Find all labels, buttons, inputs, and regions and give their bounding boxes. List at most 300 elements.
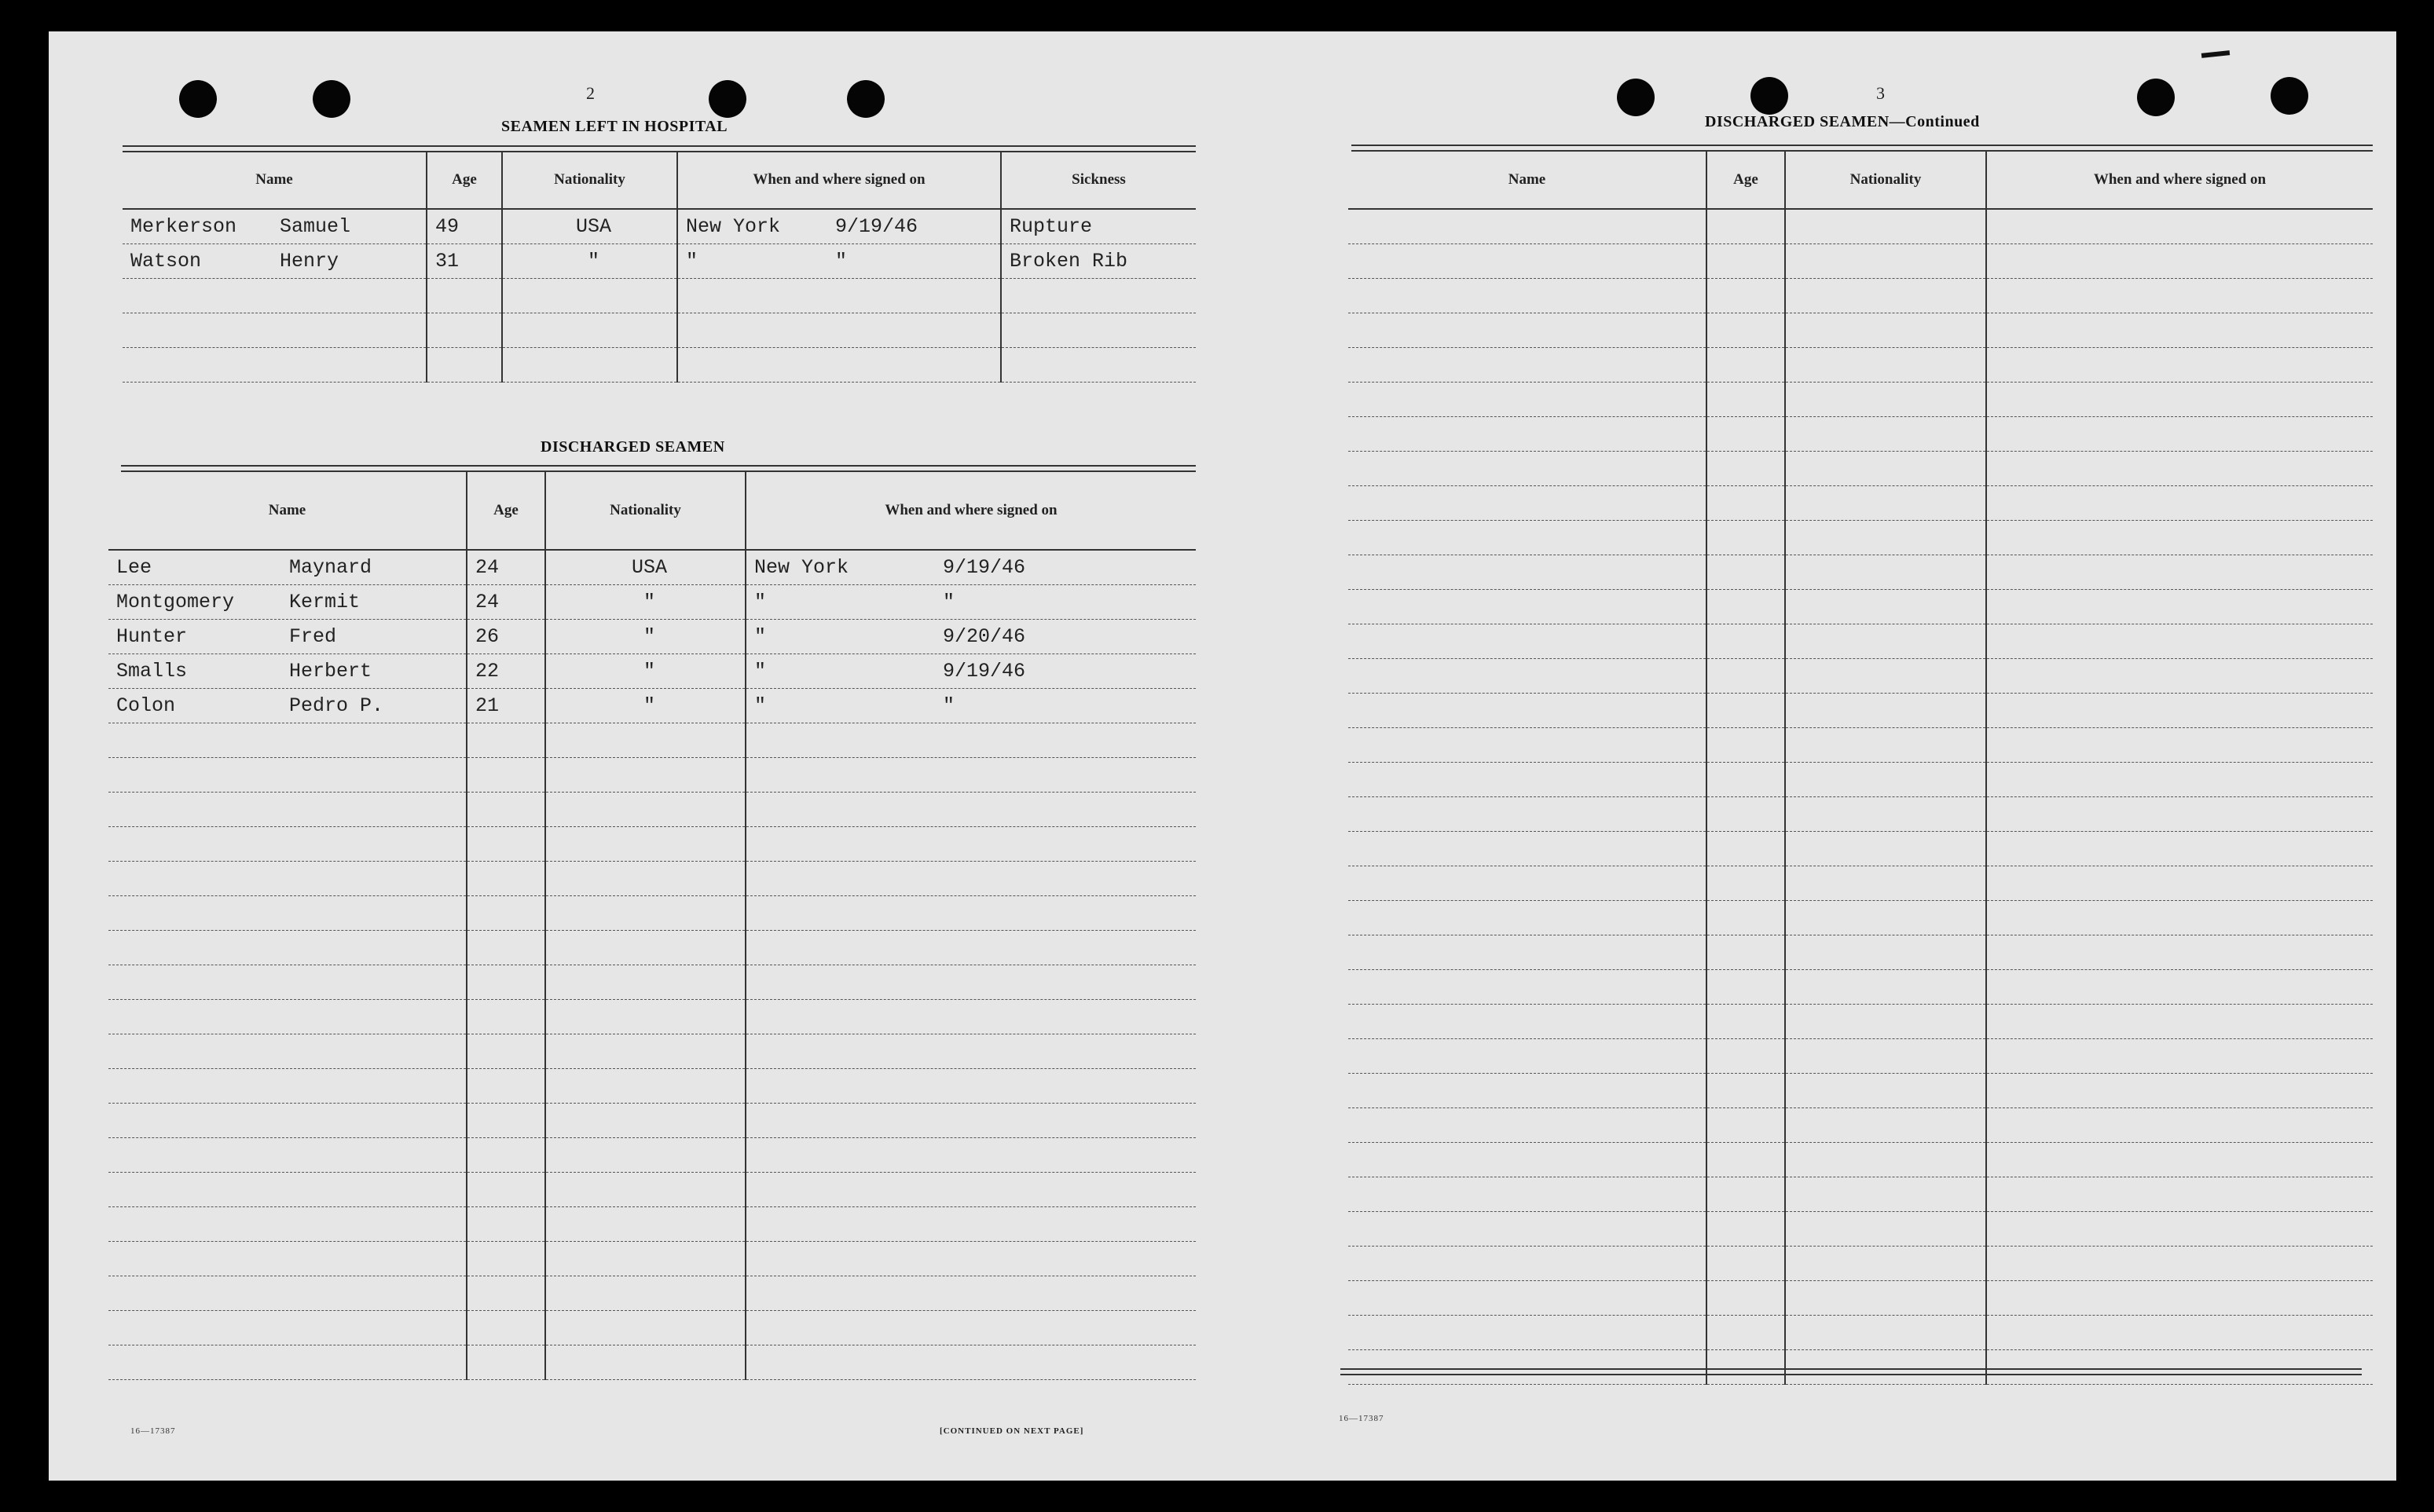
hospital-section-title: SEAMEN LEFT IN HOSPITAL: [501, 118, 728, 135]
punch-hole: [2271, 77, 2308, 115]
table-row: [123, 278, 1196, 313]
cell-name: [108, 999, 467, 1034]
cell-name: [1348, 1280, 1706, 1315]
cell-name: [1348, 243, 1706, 278]
table-row: [1348, 1315, 2373, 1349]
cell-signed-on: [677, 209, 1001, 243]
cell-signed-on: [1986, 1107, 2373, 1142]
value-nationality: ": [643, 624, 655, 648]
value-place: ": [754, 624, 767, 648]
cell-signed-on: [746, 757, 1196, 792]
cell-signed-on: [746, 619, 1196, 653]
cell-nationality: [1785, 935, 1986, 969]
table-row: [108, 584, 1196, 619]
cell-signed-on: [1986, 589, 2373, 624]
value-age: 24: [475, 590, 500, 613]
cell-signed-on: [1986, 347, 2373, 382]
cell-signed-on: [746, 653, 1196, 688]
value-given: Kermit: [289, 590, 361, 613]
column-header-sickness: Sickness: [1001, 151, 1196, 209]
page-number: 2: [586, 83, 595, 103]
table-row: [1348, 969, 2373, 1004]
cell-nationality: [1785, 624, 1986, 658]
cell-age: [427, 278, 502, 313]
cell-name: [1348, 624, 1706, 658]
cell-name: [108, 1172, 467, 1206]
value-given: Maynard: [289, 555, 372, 579]
cell-nationality: [1785, 1280, 1986, 1315]
cell-nationality: [1785, 243, 1986, 278]
cell-signed-on: [746, 999, 1196, 1034]
cell-name: [1348, 1349, 1706, 1384]
cell-age: [1706, 451, 1785, 485]
title-main: DISCHARGED SEAMEN: [1705, 113, 1890, 130]
cell-name: [1348, 727, 1706, 762]
cell-signed-on: [1986, 969, 2373, 1004]
cell-signed-on: [746, 1206, 1196, 1241]
table-row: [108, 861, 1196, 895]
table-row: [108, 792, 1196, 826]
cell-signed-on: [1986, 796, 2373, 831]
column-header-name: Name: [1348, 151, 1706, 209]
cell-signed-on: [1986, 520, 2373, 555]
table-row: [108, 757, 1196, 792]
cell-signed-on: [1986, 451, 2373, 485]
value-given: Pedro P.: [289, 694, 384, 717]
table-row: [1348, 1177, 2373, 1211]
cell-nationality: [1785, 313, 1986, 347]
continued-note: [CONTINUED ON NEXT PAGE]: [940, 1426, 1084, 1436]
cell-age: [467, 584, 545, 619]
cell-nationality: [545, 965, 746, 999]
cell-name: [1348, 1038, 1706, 1073]
cell-age: [467, 757, 545, 792]
cell-signed-on: [1986, 866, 2373, 900]
cell-age: [1706, 555, 1785, 589]
cell-sickness: [1001, 209, 1196, 243]
value-date: ": [943, 694, 955, 717]
table-row: [1348, 555, 2373, 589]
cell-name: [1348, 693, 1706, 727]
cell-age: [1706, 278, 1785, 313]
value-sickness: Rupture: [1010, 214, 1093, 238]
cell-nationality: [1785, 485, 1986, 520]
table-row: [1348, 935, 2373, 969]
cell-signed-on: [677, 278, 1001, 313]
cell-signed-on: [1986, 1073, 2373, 1107]
table-row: [1348, 796, 2373, 831]
cell-age: [467, 653, 545, 688]
left-page: [49, 31, 1251, 1481]
value-date: ": [943, 590, 955, 613]
cell-nationality: [1785, 727, 1986, 762]
table-row: [108, 688, 1196, 723]
cell-signed-on: [1986, 1004, 2373, 1038]
punch-hole: [847, 80, 885, 118]
cell-age: [467, 930, 545, 965]
cell-nationality: [1785, 1073, 1986, 1107]
cell-nationality: [1785, 831, 1986, 866]
cell-signed-on: [746, 584, 1196, 619]
cell-nationality: [1785, 969, 1986, 1004]
continued-section-title: [1705, 113, 1980, 131]
cell-age: [467, 1345, 545, 1379]
cell-signed-on: [746, 1137, 1196, 1172]
cell-age: [467, 965, 545, 999]
cell-nationality: [545, 688, 746, 723]
table-row: [1348, 382, 2373, 416]
cell-nationality: [545, 550, 746, 584]
cell-age: [467, 619, 545, 653]
cell-name: [1348, 209, 1706, 243]
table-row: [1348, 278, 2373, 313]
value-date: 9/20/46: [943, 624, 1026, 648]
cell-signed-on: [1986, 278, 2373, 313]
cell-name: [108, 826, 467, 861]
cell-signed-on: [1986, 900, 2373, 935]
cell-signed-on: [746, 1034, 1196, 1068]
column-header-nationality: Nationality: [502, 151, 677, 209]
cell-age: [1706, 1073, 1785, 1107]
cell-signed-on: [1986, 1177, 2373, 1211]
cell-age: [467, 826, 545, 861]
cell-name: [108, 757, 467, 792]
cell-nationality: [1785, 762, 1986, 796]
table-row: [108, 1103, 1196, 1137]
cell-name: [108, 1068, 467, 1103]
table-row: [1348, 1280, 2373, 1315]
value-place: ": [754, 659, 767, 683]
cell-signed-on: [746, 861, 1196, 895]
cell-nationality: [545, 792, 746, 826]
cell-name: [1348, 589, 1706, 624]
cell-nationality: [1785, 1177, 1986, 1211]
cell-signed-on: [677, 347, 1001, 382]
cell-nationality: [545, 1241, 746, 1276]
value-surname: Hunter: [116, 624, 188, 648]
cell-age: [467, 1172, 545, 1206]
double-rule: [1340, 1368, 2362, 1375]
cell-age: [427, 313, 502, 347]
cell-name: [1348, 796, 1706, 831]
cell-signed-on: [746, 1068, 1196, 1103]
cell-age: [467, 1103, 545, 1137]
table-row: [108, 619, 1196, 653]
table-row: [1348, 520, 2373, 555]
column-header-name: Name: [108, 471, 467, 550]
cell-age: [1706, 1349, 1785, 1384]
cell-age: [1706, 485, 1785, 520]
cell-nationality: [1785, 866, 1986, 900]
cell-nationality: [502, 313, 677, 347]
cell-signed-on: [1986, 831, 2373, 866]
cell-age: [467, 1034, 545, 1068]
table-row: [1348, 1038, 2373, 1073]
value-age: 21: [475, 694, 500, 717]
cell-name: [108, 1241, 467, 1276]
cell-name: [123, 243, 427, 278]
cell-age: [1706, 520, 1785, 555]
cell-name: [123, 347, 427, 382]
table-row: [108, 1276, 1196, 1310]
cell-age: [467, 1241, 545, 1276]
cell-nationality: [545, 1034, 746, 1068]
cell-age: [1706, 347, 1785, 382]
cell-name: [108, 550, 467, 584]
cell-signed-on: [1986, 1038, 2373, 1073]
cell-name: [123, 313, 427, 347]
cell-age: [467, 1068, 545, 1103]
cell-name: [108, 1034, 467, 1068]
cell-nationality: [545, 653, 746, 688]
value-age: 49: [435, 214, 460, 238]
cell-age: [1706, 624, 1785, 658]
cell-name: [1348, 313, 1706, 347]
cell-nationality: [545, 1345, 746, 1379]
cell-age: [1706, 1142, 1785, 1177]
cell-nationality: [1785, 693, 1986, 727]
cell-nationality: [1785, 416, 1986, 451]
cell-name: [108, 965, 467, 999]
cell-age: [467, 1276, 545, 1310]
table-row: [1348, 209, 2373, 243]
cell-nationality: [502, 278, 677, 313]
cell-nationality: [1785, 451, 1986, 485]
cell-nationality: [1785, 347, 1986, 382]
table-row: [108, 826, 1196, 861]
cell-signed-on: [1986, 1315, 2373, 1349]
table-row: [1348, 1073, 2373, 1107]
cell-name: [108, 930, 467, 965]
cell-nationality: [1785, 209, 1986, 243]
table-row: [1348, 1004, 2373, 1038]
cell-signed-on: [1986, 555, 2373, 589]
cell-signed-on: [1986, 624, 2373, 658]
form-number: 16—17387: [1339, 1414, 1384, 1423]
column-header-age: Age: [467, 471, 545, 550]
cell-name: [108, 895, 467, 930]
cell-name: [1348, 1211, 1706, 1246]
punch-hole: [1617, 79, 1655, 116]
value-age: 24: [475, 555, 500, 579]
cell-age: [427, 347, 502, 382]
right-page: [1251, 31, 2396, 1481]
cell-age: [1706, 1280, 1785, 1315]
table-row: [108, 999, 1196, 1034]
table-row: [1348, 1142, 2373, 1177]
value-age: 31: [435, 249, 460, 273]
cell-age: [467, 999, 545, 1034]
table-row: [108, 1310, 1196, 1345]
value-date: 9/19/46: [943, 555, 1026, 579]
cell-nationality: [1785, 1246, 1986, 1280]
cell-nationality: [545, 1206, 746, 1241]
cell-nationality: [502, 347, 677, 382]
cell-nationality: [545, 1276, 746, 1310]
cell-age: [1706, 1211, 1785, 1246]
cell-name: [1348, 1073, 1706, 1107]
cell-signed-on: [746, 792, 1196, 826]
cell-sickness: [1001, 243, 1196, 278]
cell-age: [1706, 762, 1785, 796]
cell-name: [1348, 347, 1706, 382]
discharged-table: [108, 471, 1196, 1380]
cell-age: [1706, 1315, 1785, 1349]
cell-signed-on: [746, 965, 1196, 999]
cell-name: [1348, 1107, 1706, 1142]
cell-signed-on: [1986, 1280, 2373, 1315]
value-place: ": [754, 590, 767, 613]
cell-name: [108, 792, 467, 826]
punch-hole: [2137, 79, 2175, 116]
cell-name: [108, 653, 467, 688]
column-header-nationality: Nationality: [545, 471, 746, 550]
cell-sickness: [1001, 278, 1196, 313]
value-nationality: ": [643, 659, 655, 683]
cell-nationality: [1785, 1211, 1986, 1246]
column-header-age: Age: [427, 151, 502, 209]
cell-age: [1706, 900, 1785, 935]
cell-age: [1706, 243, 1785, 278]
cell-signed-on: [746, 895, 1196, 930]
cell-nationality: [1785, 520, 1986, 555]
cell-signed-on: [746, 1345, 1196, 1379]
punch-hole: [709, 80, 746, 118]
cell-name: [1348, 831, 1706, 866]
cell-name: [1348, 1246, 1706, 1280]
cell-nationality: [545, 930, 746, 965]
cell-age: [467, 1137, 545, 1172]
cell-age: [1706, 209, 1785, 243]
value-place: New York: [754, 555, 849, 579]
value-surname: Merkerson: [130, 214, 237, 238]
cell-name: [108, 1310, 467, 1345]
cell-age: [1706, 796, 1785, 831]
cell-nationality: [1785, 1004, 1986, 1038]
title-suffix: —Continued: [1889, 113, 1980, 130]
cell-name: [108, 861, 467, 895]
cell-age: [467, 1310, 545, 1345]
table-row: [108, 723, 1196, 757]
table-row: [1348, 485, 2373, 520]
cell-age: [1706, 589, 1785, 624]
table-row: [1348, 1211, 2373, 1246]
cell-nationality: [545, 1310, 746, 1345]
cell-nationality: [545, 895, 746, 930]
cell-name: [1348, 520, 1706, 555]
column-header-name: Name: [123, 151, 427, 209]
manifest-sheet: [49, 31, 2396, 1481]
table-row: [1348, 762, 2373, 796]
cell-nationality: [502, 209, 677, 243]
punch-hole: [179, 80, 217, 118]
table-row: [1348, 243, 2373, 278]
cell-age: [467, 550, 545, 584]
value-surname: Lee: [116, 555, 152, 579]
cell-nationality: [1785, 900, 1986, 935]
cell-nationality: [1785, 278, 1986, 313]
cell-nationality: [1785, 1038, 1986, 1073]
cell-signed-on: [677, 243, 1001, 278]
value-date: ": [835, 249, 848, 273]
cell-name: [108, 1206, 467, 1241]
cell-age: [1706, 866, 1785, 900]
cell-signed-on: [1986, 313, 2373, 347]
table-row: [108, 653, 1196, 688]
column-header-age: Age: [1706, 151, 1785, 209]
cell-signed-on: [1986, 209, 2373, 243]
cell-name: [1348, 658, 1706, 693]
cell-nationality: [545, 861, 746, 895]
table-row: [108, 1172, 1196, 1206]
column-header-nationality: Nationality: [1785, 151, 1986, 209]
cell-nationality: [1785, 1107, 1986, 1142]
value-given: Herbert: [289, 659, 372, 683]
cell-nationality: [1785, 658, 1986, 693]
cell-name: [1348, 1315, 1706, 1349]
value-given: Fred: [289, 624, 337, 648]
cell-name: [108, 1276, 467, 1310]
cell-name: [1348, 555, 1706, 589]
value-nationality: USA: [631, 555, 667, 579]
cell-signed-on: [746, 1276, 1196, 1310]
column-header-signed-on: When and where signed on: [1986, 151, 2373, 209]
cell-signed-on: [1986, 1349, 2373, 1384]
cell-age: [1706, 658, 1785, 693]
cell-name: [108, 584, 467, 619]
punch-hole: [313, 80, 350, 118]
cell-nationality: [545, 999, 746, 1034]
table-row: [1348, 900, 2373, 935]
cell-age: [1706, 1038, 1785, 1073]
cell-signed-on: [746, 1172, 1196, 1206]
ink-mark: [2201, 50, 2230, 58]
cell-signed-on: [1986, 762, 2373, 796]
cell-nationality: [1785, 1349, 1986, 1384]
cell-name: [123, 209, 427, 243]
cell-nationality: [545, 1172, 746, 1206]
value-surname: Colon: [116, 694, 176, 717]
cell-name: [108, 1103, 467, 1137]
cell-signed-on: [1986, 727, 2373, 762]
cell-nationality: [1785, 796, 1986, 831]
cell-nationality: [545, 826, 746, 861]
cell-nationality: [545, 757, 746, 792]
cell-signed-on: [1986, 382, 2373, 416]
cell-name: [1348, 485, 1706, 520]
table-row: [108, 1137, 1196, 1172]
cell-name: [1348, 278, 1706, 313]
cell-name: [108, 1137, 467, 1172]
cell-age: [1706, 935, 1785, 969]
table-row: [1348, 1107, 2373, 1142]
cell-signed-on: [1986, 243, 2373, 278]
value-place: ": [754, 694, 767, 717]
value-age: 26: [475, 624, 500, 648]
value-date: 9/19/46: [943, 659, 1026, 683]
value-age: 22: [475, 659, 500, 683]
cell-name: [1348, 969, 1706, 1004]
cell-signed-on: [1986, 658, 2373, 693]
cell-name: [108, 1345, 467, 1379]
column-header-signed-on: When and where signed on: [677, 151, 1001, 209]
table-row: [1348, 866, 2373, 900]
value-surname: Montgomery: [116, 590, 235, 613]
cell-age: [1706, 1004, 1785, 1038]
table-row: [123, 313, 1196, 347]
value-nationality: ": [643, 694, 655, 717]
cell-age: [467, 861, 545, 895]
